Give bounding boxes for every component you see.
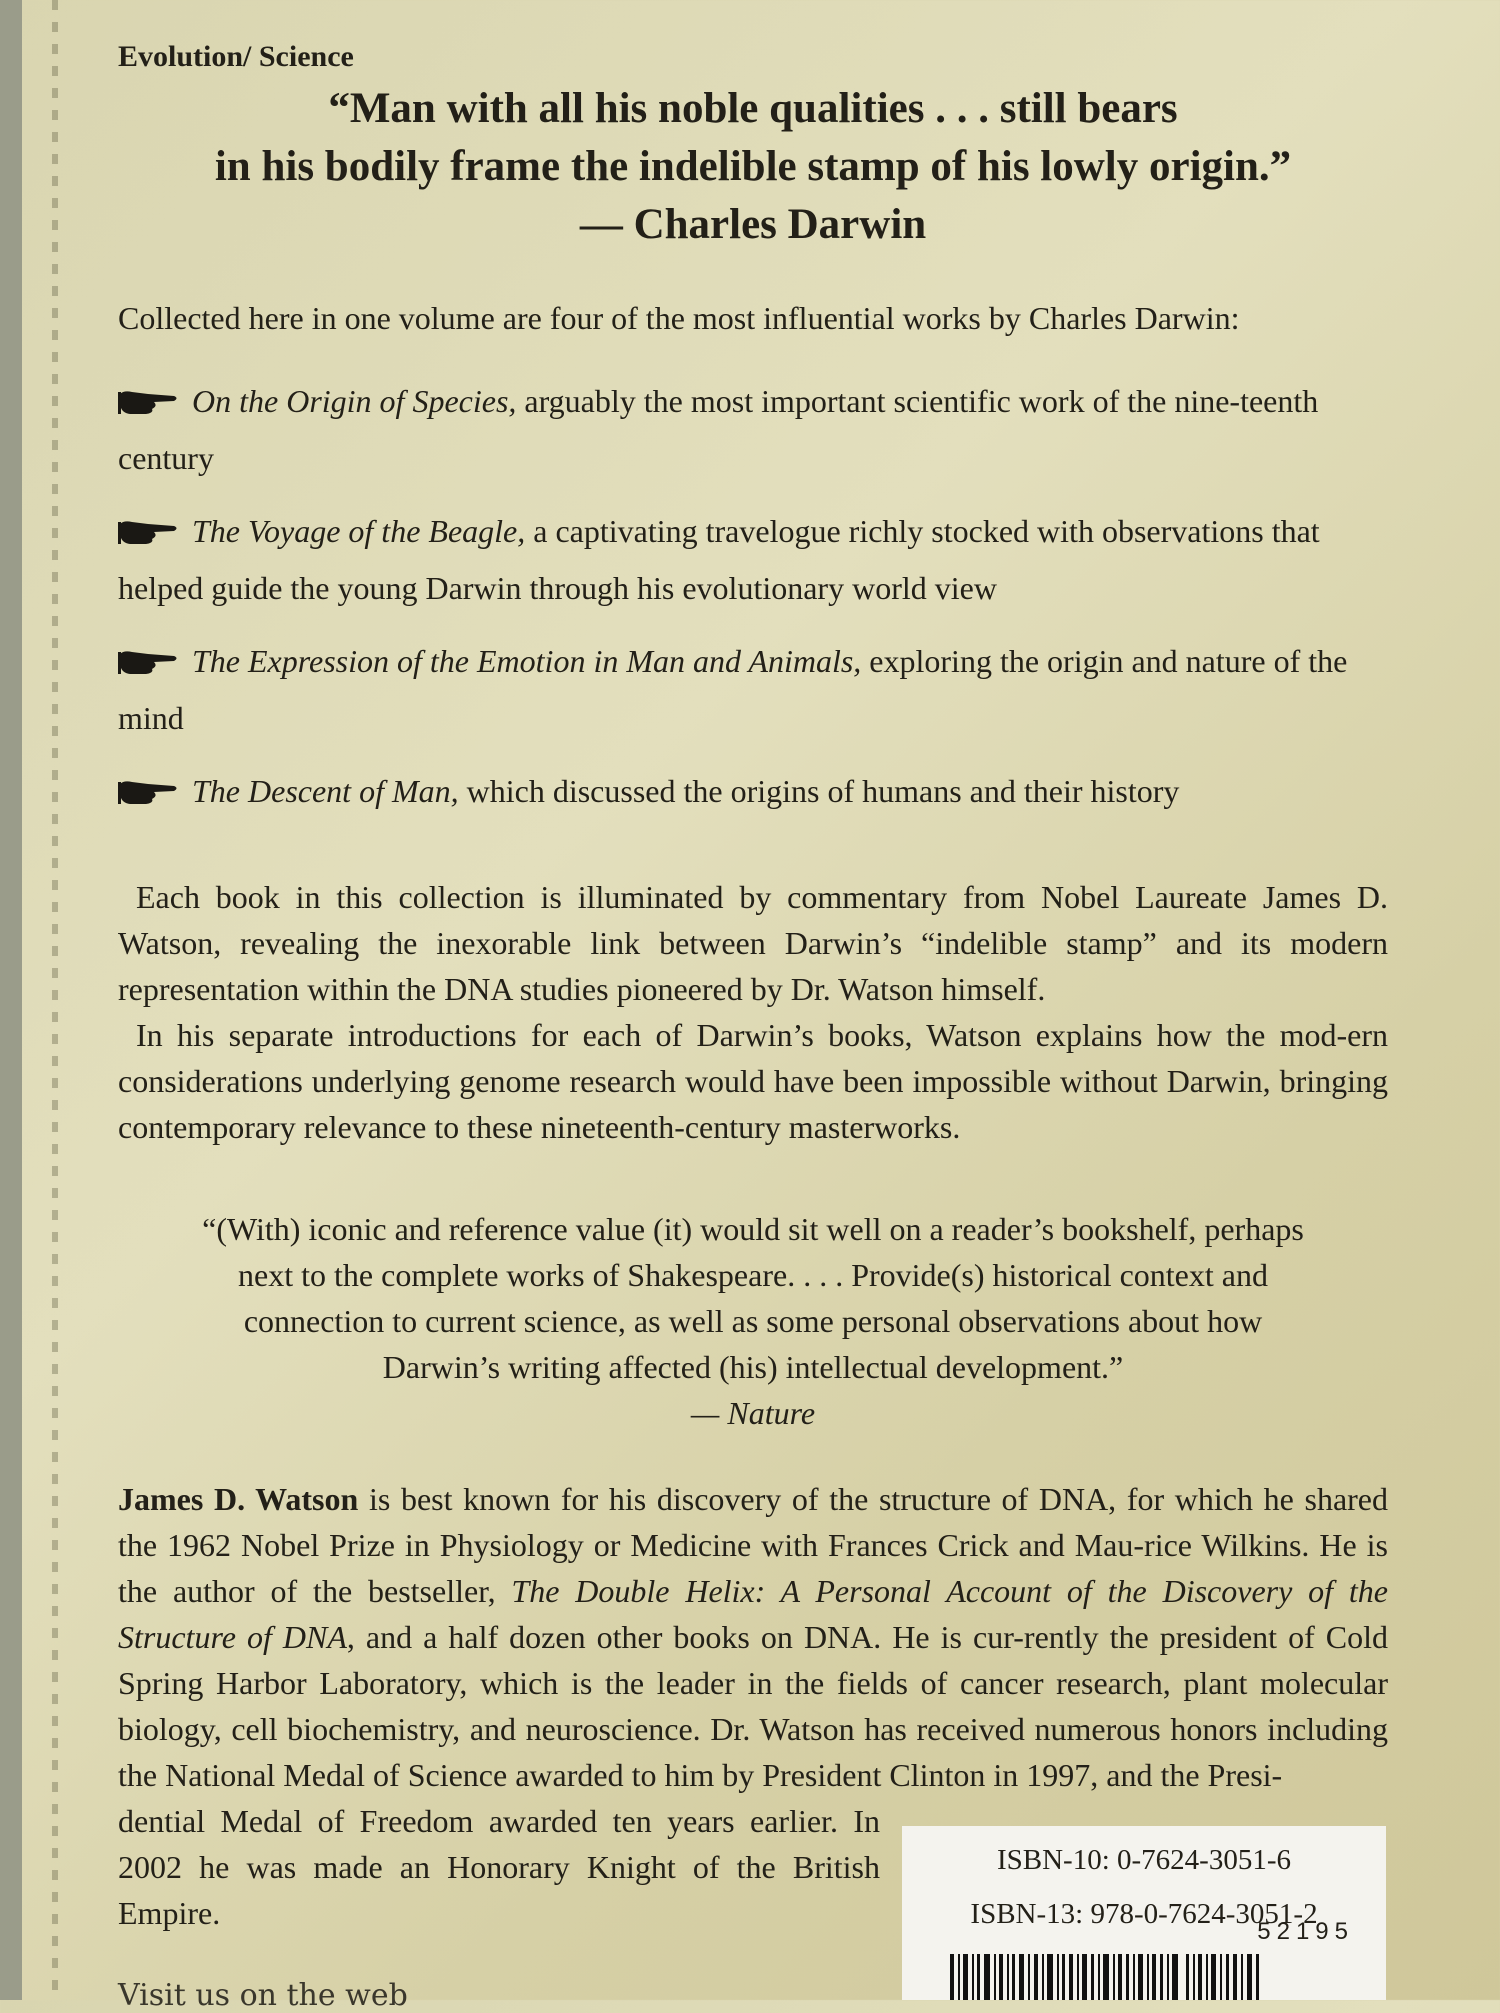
description-paragraph: Each book in this collection is illuminated by commentary from Nobel Laureate James D. Watson, revealing the inexorable link between Darwin’s “indelible stamp” and its modern representation within the DNA studies pioneered by Dr. Watson himself. [118,879,1388,1007]
nature-review [118,1206,1388,1436]
barcode-label [902,1826,1386,2000]
category-label: Evolution/ Science [118,40,354,73]
work-description: a captivating travelogue richly stocked with observations that helped guide the young Darwin through his evolutionary world view [118,513,1320,606]
work-item [118,633,1388,747]
bio-text: , and a half dozen other books on DNA. He is cur-rently the president of Cold Spring Harbor Laboratory, which is the leader in the fields of cancer research, plant molecular biology, cell biochemistry, and neuroscience. Dr. Watson has received numerous honors including the National Medal of Science awarded to him by President Clinton in 1997, and the Presi- [118,1619,1389,1793]
review-line: next to the complete works of Shakespeare. . . . Provide(s) historical context and [238,1257,1268,1293]
epigraph-line-1: “Man with all his noble qualities . . . still bears [328,85,1178,132]
isbn-10: ISBN-10: 0-7624-3051-6 [996,1844,1291,1876]
review-line: connection to current science, as well as some personal observations about how [243,1303,1263,1339]
darwin-epigraph [118,80,1388,254]
bio-text: is best known for his discovery of the structure of DNA, for which he shared the 1962 Nobel Prize in Physiology or Medicine with Frances Crick and Mau-rice Wilkins. He is the author of the bestseller, [118,1481,1389,1609]
work-description: arguably the most important scientific work of the nine-teenth century [118,383,1319,476]
description-paragraph: In his separate introductions for each of Darwin’s books, Watson explains how the mod-ern considerations underlying genome research would have been impossible without Darwin, bringing contemporary relevance to these nineteenth-century masterworks. [118,1017,1388,1145]
website-line-cut-off: Visit us on the web [118,1978,408,2013]
review-source: — Nature [690,1395,816,1431]
barcode-bars [950,1954,1260,2000]
work-title: On the Origin of Species, [192,383,517,419]
review-line: Darwin’s writing affected (his) intellectual development.” [382,1349,1124,1385]
pointing-hand-icon [118,388,180,416]
pointing-hand-icon [118,518,180,546]
book-title: The Double Helix: A Personal Account of the Discovery of the Structure of DNA [118,1573,1388,1655]
work-item [118,373,1388,487]
review-line: “(With) iconic and reference value (it) would sit well on a reader’s bookshelf, perhaps [202,1211,1304,1247]
pointing-hand-icon [118,778,180,806]
author-bio [118,1476,1388,1798]
work-description: exploring the origin and nature of the mind [118,643,1348,736]
work-title: The Descent of Man, [192,773,459,809]
work-title: The Voyage of the Beagle, [192,513,526,549]
isbn-13: ISBN-13: 978-0-7624-3051-2 [970,1898,1318,1930]
work-item [118,763,1388,820]
author-name: James D. Watson [118,1481,359,1517]
epigraph-line-2: in his bodily frame the indelible stamp of his lowly origin.” [214,143,1292,190]
spine-stitching [52,0,58,2000]
work-title: The Expression of the Emotion in Man and Animals, [192,643,862,679]
back-cover-text [118,40,1388,1936]
author-bio-continued: dential Medal of Freedom awarded ten years earlier. In 2002 he was made an Honorary Knight of the British Empire. [118,1803,880,1931]
epigraph-attribution: — Charles Darwin [579,201,927,248]
price-code: 52195 [1257,1918,1354,1945]
work-item [118,503,1388,617]
cover-edge [0,0,22,2000]
intro-text: Collected here in one volume are four of the most influential works by Charles Darwin: [118,300,1240,336]
pointing-hand-icon [118,648,180,676]
work-description: which discussed the origins of humans and their history [458,773,1180,809]
